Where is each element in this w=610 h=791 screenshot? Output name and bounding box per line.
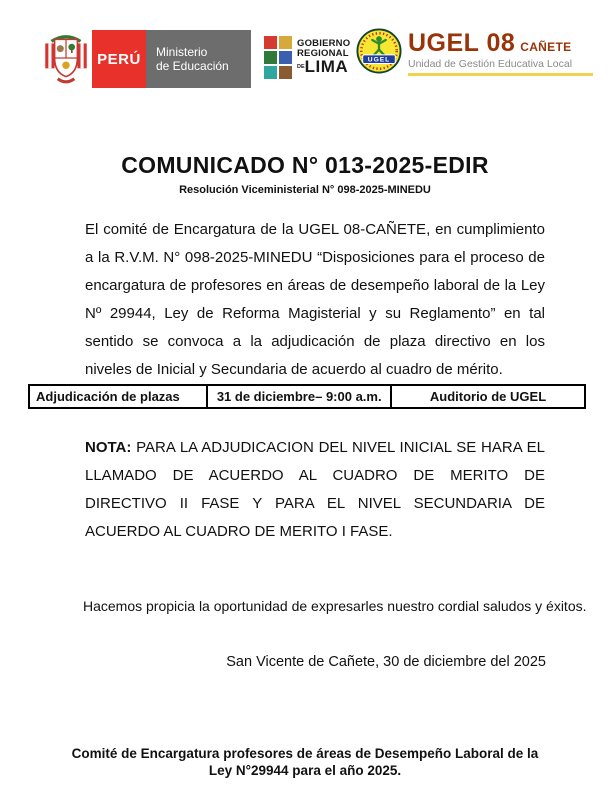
footer-line1: Comité de Encargatura profesores de áreas de Desempeño Laboral de la	[71, 746, 539, 761]
grl-de: DE	[297, 64, 305, 70]
ugel-province: CAÑETE	[520, 40, 572, 54]
grl-line2: REGIONAL	[297, 48, 349, 59]
ministry-line2: de Educación	[156, 59, 229, 73]
ugel-wordmark-block	[408, 28, 593, 76]
note-text: PARA LA ADJUDICACION DEL NIVEL INICIAL SE HARA EL LLAMADO DE ACUERDO AL CUADRO DE MERITO DE DIRECTIVO II FASE Y PARA EL NIVEL SECUNDARIA DE ACUERDO AL CUADRO DE MERITO I FASE.	[85, 439, 545, 540]
grl-line1: GOBIERNO	[297, 38, 351, 49]
grl-mosaic-icon	[264, 36, 292, 79]
schedule-table	[28, 384, 586, 409]
body-paragraph: El comité de Encargatura de la UGEL 08-CAÑETE, en cumplimiento a la R.V.M. N° 098-2025-MINEDU “Disposiciones para el proceso de encargatura de profesores en áreas de desempeño laboral de la Ley Nº 29944, Ley de Reforma Magisterial y su Reglamento” en tal sentido se convoca a la adjudicación de plaza directivo en los niveles de Inicial y Secundaria de acuerdo al cuadro de mérito.	[85, 221, 545, 378]
schedule-row	[29, 385, 585, 408]
peru-coat-of-arms-icon	[45, 31, 87, 87]
footer-line2: Ley N°29944 para el año 2025.	[208, 763, 402, 778]
schedule-cell-location: Auditorio de UGEL	[391, 385, 585, 408]
ugel-tagline: Unidad de Gestión Educativa Local	[408, 58, 573, 70]
schedule-cell-event: Adjudicación de plazas	[29, 385, 207, 408]
document-subtitle: Resolución Viceministerial N° 098-2025-MINEDU	[179, 184, 431, 196]
dateline: San Vicente de Cañete, 30 de diciembre del 2025	[226, 654, 546, 670]
grl-wordmark	[297, 39, 350, 76]
grl-lima: LIMA	[304, 57, 349, 76]
closing-line: Hacemos propicia la oportunidad de expresarles nuestro cordial saludos y éxitos.	[83, 598, 587, 614]
note-label: NOTA:	[85, 439, 132, 456]
ministry-block	[146, 30, 251, 88]
ministry-line1: Ministerio	[156, 45, 208, 59]
footer-signature	[0, 745, 610, 779]
peru-brand-block	[92, 30, 146, 88]
ugel-underline-bar	[408, 73, 593, 76]
minedu-logo	[45, 30, 251, 88]
schedule-cell-datetime: 31 de diciembre– 9:00 a.m.	[207, 385, 391, 408]
peru-label: PERÚ	[97, 50, 141, 68]
ugel-emblem-icon	[356, 28, 402, 74]
ugel-logo	[356, 28, 593, 76]
ugel-emblem-label: UGEL	[367, 56, 391, 64]
ugel-wordmark: UGEL 08	[408, 29, 516, 57]
gobierno-regional-lima-logo	[264, 36, 350, 79]
note-paragraph	[85, 434, 545, 546]
document-title: COMUNICADO N° 013-2025-EDIR	[121, 152, 489, 178]
